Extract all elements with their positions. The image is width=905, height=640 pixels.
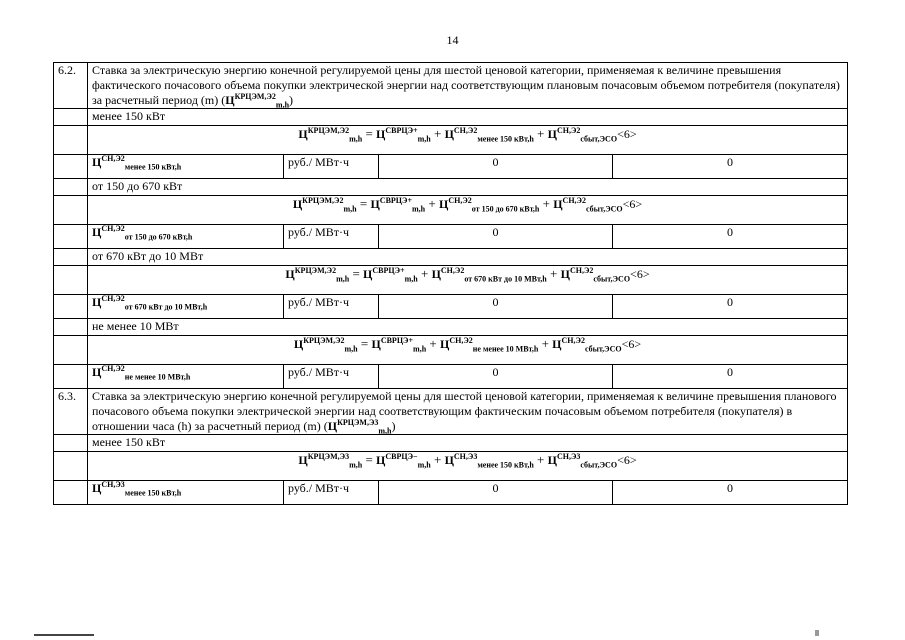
band-label-row — [54, 109, 848, 126]
value-cell-2: 0 — [613, 481, 848, 505]
rate-symbol-cell — [88, 481, 284, 505]
value-cell-2: 0 — [613, 225, 848, 249]
rate-superscript: СН,Э3 — [101, 480, 125, 489]
rate-subscript: менее 150 кВт,h — [124, 162, 182, 172]
blank-cell — [54, 126, 88, 155]
plus-sign: + — [538, 336, 553, 351]
value-cell-1: 0 — [379, 481, 613, 505]
blank-cell — [54, 196, 88, 225]
formula-term3-symbol — [553, 196, 623, 214]
symbol-letter: Ц — [444, 127, 454, 141]
section-title-text: Ставка за электрическую энергию конечной регулируемой цены для шестой ценовой категории, применяемая к величине превышения планового почасового объема покупки электрической энергии над соответствующим фактическим почасовым объемом потребителя (покупателя) в отношении часа (h) за расчетный период (m) ( — [92, 389, 837, 433]
rate-symbol-cell — [88, 155, 284, 179]
formula-term2-superscript: СН,Э2 — [453, 126, 478, 135]
formula-term1-subscript: m,h — [412, 204, 426, 214]
symbol-letter: Ц — [298, 127, 308, 141]
formula-term1-symbol — [376, 452, 431, 470]
band-label: от 670 кВт до 10 МВт — [88, 249, 848, 266]
footer-rule — [34, 634, 94, 636]
section-header-row — [54, 389, 848, 435]
value-cell-1: 0 — [379, 295, 613, 319]
formula-lhs-subscript: m,h — [349, 460, 363, 470]
formula — [88, 452, 848, 481]
formula-term2-superscript: СН,Э2 — [440, 266, 465, 275]
symbol-letter: Ц — [376, 127, 386, 141]
title-subscript: m,h — [275, 100, 290, 110]
symbol-letter: Ц — [547, 453, 557, 467]
formula-term1-symbol — [371, 336, 427, 354]
formula-row — [54, 452, 848, 481]
section-title-text: Ставка за электрическую энергию конечной регулируемой цены для шестой ценовой категории, применяемая к величине превышения фактического почасового объема покупки электрической энергии над соответствующим плановым почасовым объемом потребителя (покупателя) за расчетный период (m) ( — [92, 63, 840, 107]
formula-term1-superscript: СВРЦЭ+ — [379, 196, 413, 205]
plus-sign: + — [417, 266, 432, 281]
symbol-letter: Ц — [92, 365, 102, 379]
formula-term2-superscript: СН,Э3 — [453, 452, 478, 461]
formula-lhs-superscript: КРЦЭМ,Э3 — [307, 452, 350, 461]
formula-term1-symbol — [370, 196, 426, 214]
formula-term1-symbol — [363, 266, 418, 284]
formula-term1-superscript: СВРЦЭ+ — [372, 266, 405, 275]
formula-term1-symbol — [376, 126, 431, 144]
formula-lhs-symbol — [293, 336, 358, 354]
formula-term2-subscript: менее 150 кВт,h — [477, 134, 534, 144]
rate-symbol — [92, 364, 191, 382]
value-cell-1: 0 — [379, 155, 613, 179]
formula-lhs-subscript: m,h — [336, 274, 350, 284]
unit-cell: руб./ МВт·ч — [284, 295, 379, 319]
value-row — [54, 481, 848, 505]
rate-subscript: менее 150 кВт,h — [124, 488, 182, 498]
formula-term2-subscript: не менее 10 МВт,h — [472, 344, 539, 354]
formula-term3-superscript: СН,Э2 — [569, 266, 594, 275]
formula-term2-symbol — [438, 196, 540, 214]
formula-term3-symbol — [547, 452, 618, 470]
value-cell-2: 0 — [613, 155, 848, 179]
band-label-row — [54, 435, 848, 452]
symbol-letter: Ц — [376, 453, 386, 467]
section-title — [88, 63, 848, 109]
formula-term2-symbol — [444, 126, 534, 144]
title-close: ) — [289, 93, 294, 107]
blank-cell — [54, 155, 88, 179]
formula-term1-subscript: m,h — [417, 460, 431, 470]
formula-term1-subscript: m,h — [417, 134, 431, 144]
title-subscript: m,h — [378, 426, 392, 436]
blank-cell — [54, 365, 88, 389]
band-label: от 150 до 670 кВт — [88, 179, 848, 196]
formula-term3-subscript: сбыт,ЭСО — [580, 134, 618, 144]
value-cell-1: 0 — [379, 365, 613, 389]
symbol-letter: Ц — [327, 419, 338, 433]
formula-lhs-subscript: m,h — [349, 134, 363, 144]
formula-term3-symbol — [552, 336, 622, 354]
value-row — [54, 155, 848, 179]
blank-cell — [54, 266, 88, 295]
rate-symbol — [92, 154, 182, 172]
symbol-letter: Ц — [225, 93, 235, 107]
symbol-letter: Ц — [560, 267, 570, 281]
formula-term2-subscript: от 150 до 670 кВт,h — [471, 204, 540, 214]
footnote-ref: <6> — [630, 267, 650, 281]
plus-sign: + — [539, 196, 554, 211]
formula — [88, 126, 848, 155]
section-title — [88, 389, 848, 435]
band-label-row — [54, 319, 848, 336]
equals-sign: = — [362, 126, 377, 141]
unit-cell: руб./ МВт·ч — [284, 225, 379, 249]
rate-subscript: от 670 кВт до 10 МВт,h — [124, 302, 208, 312]
page-number: 14 — [446, 33, 459, 47]
scan-mark — [815, 630, 819, 636]
symbol-letter: Ц — [92, 295, 102, 309]
formula-term3-subscript: сбыт,ЭСО — [584, 344, 622, 354]
formula-term3-subscript: сбыт,ЭСО — [580, 460, 618, 470]
rate-superscript: СН,Э2 — [101, 364, 125, 373]
symbol-letter: Ц — [444, 453, 454, 467]
rate-symbol-cell — [88, 295, 284, 319]
formula-lhs-symbol — [298, 126, 363, 144]
band-label: менее 150 кВт — [88, 109, 848, 126]
formula — [88, 196, 848, 225]
formula-lhs-symbol — [292, 196, 357, 214]
plus-sign: + — [426, 336, 440, 351]
symbol-letter: Ц — [431, 267, 441, 281]
formula — [88, 266, 848, 295]
plus-sign: + — [533, 452, 548, 467]
formula-lhs-superscript: КРЦЭМ,Э2 — [302, 196, 344, 205]
formula-term3-superscript: СН,Э2 — [562, 196, 586, 205]
formula-term1-superscript: СВРЦЭ+ — [380, 336, 414, 345]
formula-term2-superscript: СН,Э2 — [449, 336, 473, 345]
formula-row — [54, 126, 848, 155]
unit-cell: руб./ МВт·ч — [284, 481, 379, 505]
blank-cell — [54, 435, 88, 452]
symbol-letter: Ц — [92, 225, 102, 239]
symbol-letter: Ц — [552, 337, 562, 351]
formula-term1-subscript: m,h — [404, 274, 418, 284]
symbol-letter: Ц — [547, 127, 557, 141]
value-cell-1: 0 — [379, 225, 613, 249]
equals-sign: = — [357, 336, 372, 351]
formula-row — [54, 266, 848, 295]
rate-superscript: СН,Э2 — [101, 294, 125, 303]
blank-cell — [54, 336, 88, 365]
plus-sign: + — [546, 266, 561, 281]
section-header-row — [54, 63, 848, 109]
footnote-ref: <6> — [622, 197, 643, 211]
formula-term3-symbol — [547, 126, 618, 144]
formula — [88, 336, 848, 365]
formula-term3-superscript: СН,Э2 — [556, 126, 581, 135]
rate-superscript: СН,Э2 — [101, 154, 125, 163]
symbol-letter: Ц — [440, 337, 450, 351]
title-superscript: КРЦЭМ,Э3 — [337, 418, 379, 427]
band-label: не менее 10 МВт — [88, 319, 848, 336]
symbol-letter: Ц — [285, 267, 295, 281]
value-row — [54, 365, 848, 389]
title-close: ) — [391, 419, 396, 433]
rate-subscript: не менее 10 МВт,h — [124, 372, 191, 382]
formula-term2-symbol — [440, 336, 539, 354]
plus-sign: + — [430, 452, 445, 467]
symbol-letter: Ц — [292, 197, 303, 211]
rate-symbol — [92, 480, 182, 498]
rate-symbol-cell — [88, 225, 284, 249]
rate-subscript: от 150 до 670 кВт,h — [124, 232, 193, 242]
formula-lhs-superscript: КРЦЭМ,Э2 — [307, 126, 350, 135]
symbol-letter: Ц — [363, 267, 373, 281]
formula-term1-superscript: СВРЦЭ+ — [385, 126, 418, 135]
formula-term3-subscript: сбыт,ЭСО — [593, 274, 631, 284]
rate-symbol — [92, 294, 208, 312]
footnote-ref: <6> — [617, 453, 637, 467]
equals-sign: = — [349, 266, 364, 281]
value-row — [54, 225, 848, 249]
band-label-row — [54, 179, 848, 196]
title-superscript: КРЦЭМ,Э2 — [234, 92, 276, 101]
band-label: менее 150 кВт — [88, 435, 848, 452]
formula-lhs-subscript: m,h — [343, 204, 357, 214]
formula-term2-superscript: СН,Э2 — [448, 196, 472, 205]
symbol-letter: Ц — [438, 197, 449, 211]
formula-lhs-symbol — [298, 452, 363, 470]
formula-lhs-subscript: m,h — [344, 344, 358, 354]
unit-cell: руб./ МВт·ч — [284, 155, 379, 179]
formula-term2-subscript: менее 150 кВт,h — [477, 460, 534, 470]
formula-lhs-symbol — [285, 266, 350, 284]
value-row — [54, 295, 848, 319]
unit-cell: руб./ МВт·ч — [284, 365, 379, 389]
plus-sign: + — [533, 126, 548, 141]
formula-term1-subscript: m,h — [413, 344, 427, 354]
band-label-row — [54, 249, 848, 266]
plus-sign: + — [430, 126, 445, 141]
blank-cell — [54, 249, 88, 266]
symbol-letter: Ц — [92, 481, 102, 495]
symbol-letter: Ц — [553, 197, 563, 211]
formula-term3-subscript: сбыт,ЭСО — [585, 204, 623, 214]
tariff-table — [53, 62, 848, 505]
formula-term3-symbol — [560, 266, 631, 284]
blank-cell — [54, 225, 88, 249]
symbol-letter: Ц — [92, 155, 102, 169]
value-cell-2: 0 — [613, 295, 848, 319]
rate-superscript: СН,Э2 — [101, 224, 125, 233]
formula-term3-superscript: СН,Э2 — [561, 336, 585, 345]
blank-cell — [54, 452, 88, 481]
formula-lhs-superscript: КРЦЭМ,Э2 — [303, 336, 345, 345]
footnote-ref: <6> — [617, 127, 637, 141]
symbol-letter: Ц — [293, 337, 304, 351]
blank-cell — [54, 295, 88, 319]
rate-symbol — [92, 224, 193, 242]
value-cell-2: 0 — [613, 365, 848, 389]
formula-row — [54, 336, 848, 365]
blank-cell — [54, 179, 88, 196]
blank-cell — [54, 481, 88, 505]
formula-term1-superscript: СВРЦЭ− — [385, 452, 418, 461]
symbol-letter: Ц — [371, 337, 381, 351]
title-symbol — [225, 92, 290, 110]
blank-cell — [54, 319, 88, 336]
formula-term2-symbol — [444, 452, 534, 470]
blank-cell — [54, 109, 88, 126]
plus-sign: + — [425, 196, 439, 211]
symbol-letter: Ц — [370, 197, 380, 211]
formula-term2-symbol — [431, 266, 547, 284]
rate-symbol-cell — [88, 365, 284, 389]
section-number: 6.3. — [54, 389, 88, 435]
formula-lhs-superscript: КРЦЭМ,Э2 — [294, 266, 337, 275]
title-symbol — [327, 418, 392, 436]
equals-sign: = — [362, 452, 377, 467]
formula-term2-subscript: от 670 кВт до 10 МВт,h — [464, 274, 547, 284]
equals-sign: = — [356, 196, 371, 211]
formula-row — [54, 196, 848, 225]
symbol-letter: Ц — [298, 453, 308, 467]
formula-term3-superscript: СН,Э3 — [556, 452, 581, 461]
section-number: 6.2. — [54, 63, 88, 109]
footnote-ref: <6> — [621, 337, 642, 351]
